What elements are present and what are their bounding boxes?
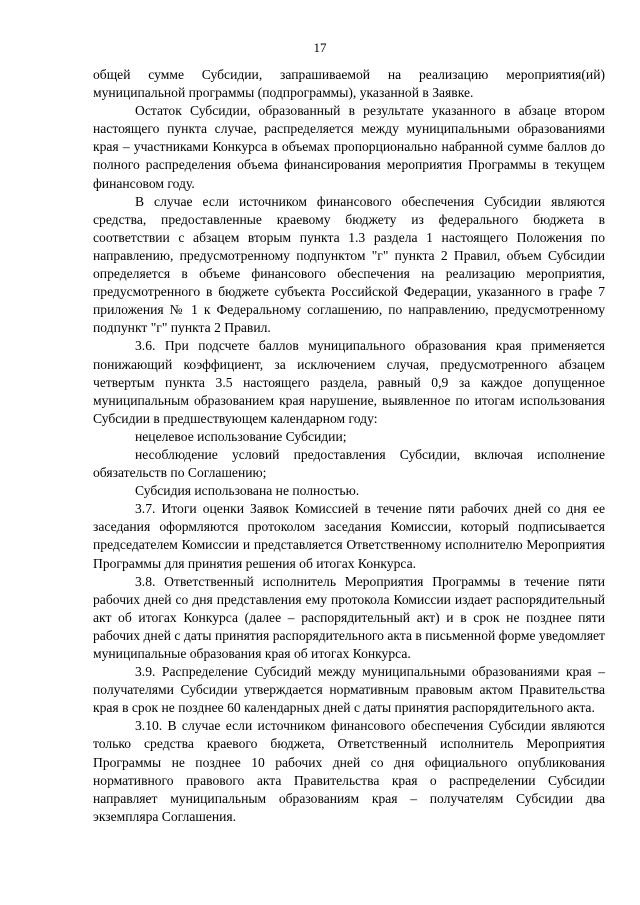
paragraph-3-9: 3.9. Распределение Субсидий между муниципальными образованиями края – получателями Субсидии утверждается нормативным правовым актом Правительства края в срок не позднее 60 календарных дней с даты принятия распорядительного акта. — [93, 664, 605, 716]
paragraph-violation-incomplete: Субсидия использована не полностью. — [135, 483, 360, 499]
paragraph-violation-conditions: несоблюдение условий предоставления Субсидии, включая исполнение обязательств по Соглашению; — [93, 446, 605, 481]
paragraph-continuation: общей сумме Субсидии, запрашиваемой на реализацию мероприятия(ий) муниципальной программы (подпрограммы), указанной в Заявке. — [93, 67, 605, 101]
paragraph-subsidy-remainder: Остаток Субсидии, образованный в результате указанного в абзаце втором настоящего пункта случае, распределяется между муниципальными образованиями края – участниками Конкурса в объемах пропорционально набранной сумме баллов до полного распределения объема финансирования мероприятия Программы в текущем финансовом году. — [93, 103, 605, 191]
paragraph-3-6: 3.6. При подсчете баллов муниципального образования края применяется понижающий коэффициент, за исключением случая, предусмотренного абзацем четвертым пункта 3.5 настоящего раздела, равный 0,9 за каждое допущенное муниципальным образованием края нарушение, выявленное по итогам использования Субсидии в предшествующем календарном году: — [93, 338, 605, 426]
paragraph-federal-funding: В случае если источником финансового обеспечения Субсидии являются средства, предоставленные краевому бюджету из федерального бюджета в соответствии с абзацем вторым пункта 1.3 раздела 1 настоящего Положения по направлению, предусмотренному подпунктом "г" пункта 2 Правил, объем Субсидии определяется в объеме финансового обеспечения на реализацию мероприятия, предусмотренного в бюджете субъекта Российской Федерации, указанного в графе 7 приложения № 1 к Федеральному соглашению, по направлению, предусмотренному подпункт "г" пункта 2 Правил. — [93, 193, 605, 336]
document-body — [93, 66, 605, 826]
paragraph-violation-misuse: нецелевое использование Субсидии; — [135, 428, 347, 444]
paragraph-3-8: 3.8. Ответственный исполнитель Мероприятия Программы в течение пяти рабочих дней со дня представления ему протокола Комиссии издает распорядительный акт об итогах Конкурса (далее – распорядительный акт) и в срок не позднее пяти рабочих дней с даты принятия распорядительного акта в письменной форме уведомляет муниципальные образования края об итогах Конкурса. — [93, 573, 605, 661]
paragraph-3-7: 3.7. Итоги оценки Заявок Комиссией в течение пяти рабочих дней со дня ее заседания оформляются протоколом заседания Комиссии, который подписывается председателем Комиссии и представляется Ответственному исполнителю Мероприятия Программы для принятия решения об итогах Конкурса. — [93, 501, 605, 571]
page-number: 17 — [313, 40, 327, 55]
paragraph-3-10: 3.10. В случае если источником финансового обеспечения Субсидии являются только средства краевого бюджета, Ответственный исполнитель Мероприятия Программы не позднее 10 рабочих дней со дня официального опубликования нормативного правового акта Правительства края о распределении Субсидии направляет муниципальным образованиям края – получателям Субсидии два экземпляра Соглашения. — [93, 718, 605, 824]
